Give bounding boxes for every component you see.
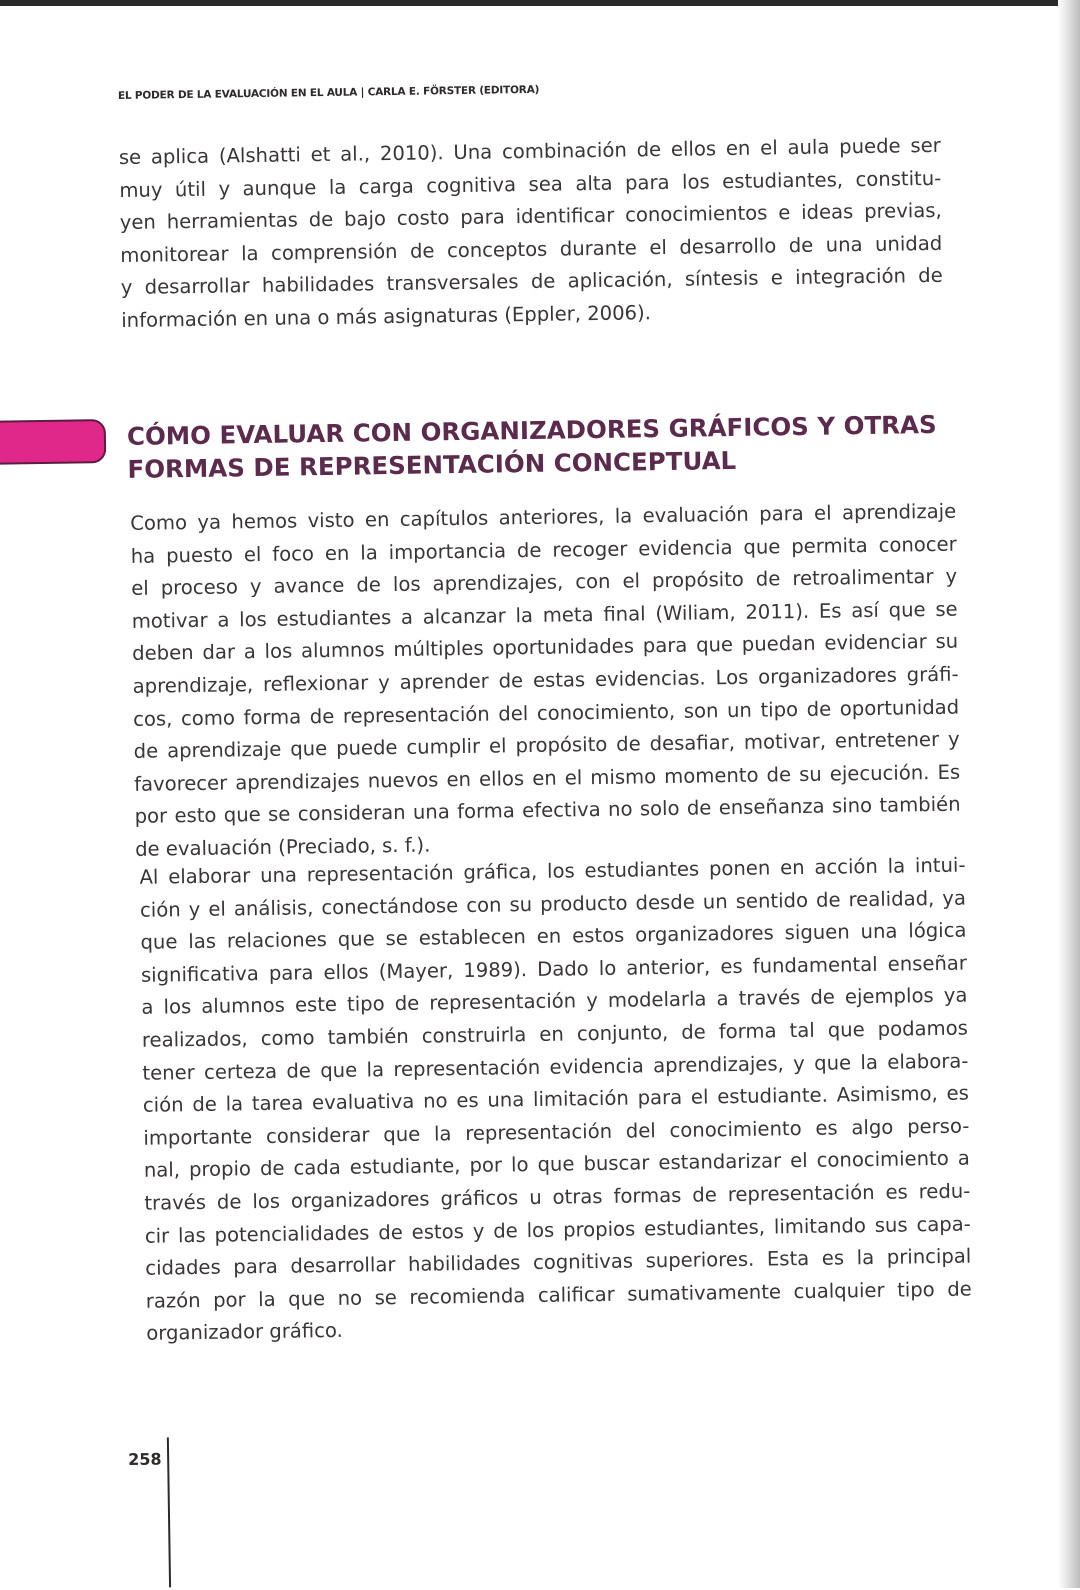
text-line: que las relaciones que se establecen en estos organizadores siguen una lógica [140, 918, 967, 954]
book-spine-shadow [1058, 0, 1080, 1588]
text-line: por esto que se consideran una forma efectiva no solo de enseñanza sino también [134, 792, 961, 829]
paragraph-2 [130, 496, 961, 867]
text-line: el proceso y avance de los aprendizajes, con el propósito de retroalimentar y [131, 564, 958, 601]
text-line: realizados, como también construirla en conjunto, de forma tal que podamos [141, 1016, 969, 1052]
text-line: través de los organizadores gráficos u otras formas de representación es redu- [144, 1179, 971, 1215]
paragraph-3 [139, 850, 972, 1351]
text-line: aprendizaje, reflexionar y aprender de estas evidencias. Los organizadores gráfi- [132, 662, 959, 698]
text-line: monitorear la comprensión de conceptos durante el desarrollo de una unidad [120, 231, 943, 267]
text-line: y desarrollar habilidades transversales de aplicación, síntesis e integración de [120, 264, 943, 300]
text-line: motivar a los estudiantes a alcanzar la meta final (Wiliam, 2011). Es así que se [131, 597, 958, 633]
text-line: ha puesto el foco en la importancia de recoger evidencia que permita conocer [130, 532, 957, 568]
text-line: Al elaborar una representación gráfica, los estudiantes ponen en acción la intui- [139, 853, 966, 889]
text-line: yen herramientas de bajo costo para identificar conocimientos e ideas previas, [119, 199, 942, 235]
text-line: de aprendizaje que puede cumplir el propósito de desafiar, motivar, entretener y [133, 727, 960, 764]
text-line: deben dar a los alumnos múltiples oportunidades para que puedan evidenciar su [132, 630, 959, 666]
text-line: se aplica (Alshatti et al., 2010). Una combinación de ellos en el aula puede ser [118, 133, 941, 170]
text-line: organizador gráfico. [146, 1319, 343, 1346]
text-line: razón por la que no se recomienda calificar sumativamente cualquier tipo de [145, 1277, 972, 1313]
text-line: significativa para ellos (Mayer, 1989). Dado lo anterior, es fundamental enseñar [140, 951, 968, 987]
text-line: nal, propio de cada estudiante, por lo que buscar estandarizar el conocimiento a [143, 1146, 970, 1183]
page-number: 258 [128, 1449, 162, 1470]
text-line: a los alumnos este tipo de representación y modelarla a través de ejemplos ya [141, 983, 968, 1020]
text-line: importante considerar que la representación del conocimiento es algo perso- [143, 1114, 970, 1150]
heading-line: CÓMO EVALUAR CON ORGANIZADORES GRÁFICOS Y OTRAS [126, 409, 937, 451]
text-line: de evaluación (Preciado, s. f.). [134, 833, 431, 861]
text-line: ción y el análisis, conectándose con su producto desde un sentido de realidad, ya [139, 886, 967, 922]
page-number-rule [167, 1437, 171, 1587]
text-line: ción de la tarea evaluativa no es una limitación para el estudiante. Asimismo, es [142, 1081, 969, 1117]
text-line: cos, como forma de representación del conocimiento, son un tipo de oportunidad [133, 695, 960, 731]
text-line: cidades para desarrollar habilidades cognitivas superiores. Esta es la principal [145, 1244, 972, 1280]
text-line: muy útil y aunque la carga cognitiva sea alta para los estudiantes, constitu- [119, 166, 942, 202]
paragraph-1 [119, 130, 944, 338]
text-line: tener certeza de que la representación evidencia aprendizajes, y que la elabora- [142, 1049, 969, 1085]
heading-line: FORMAS DE REPRESENTACIÓN CONCEPTUAL [127, 445, 737, 484]
text-line: cir las potencialidades de estos y de los propios estudiantes, limitando sus capa- [144, 1212, 971, 1248]
text-line: información en una o más asignaturas (Eppler, 2006). [121, 301, 652, 332]
section-heading [127, 408, 938, 486]
text-line: Como ya hemos visto en capítulos anteriores, la evaluación para el aprendizaje [130, 499, 957, 535]
text-line: favorecer aprendizajes nuevos en ellos en el mismo momento de su ejecución. Es [133, 760, 961, 796]
running-header: EL PODER DE LA EVALUACIÓN EN EL AULA | CARLA E. FÖRSTER (EDITORA) [117, 83, 540, 103]
